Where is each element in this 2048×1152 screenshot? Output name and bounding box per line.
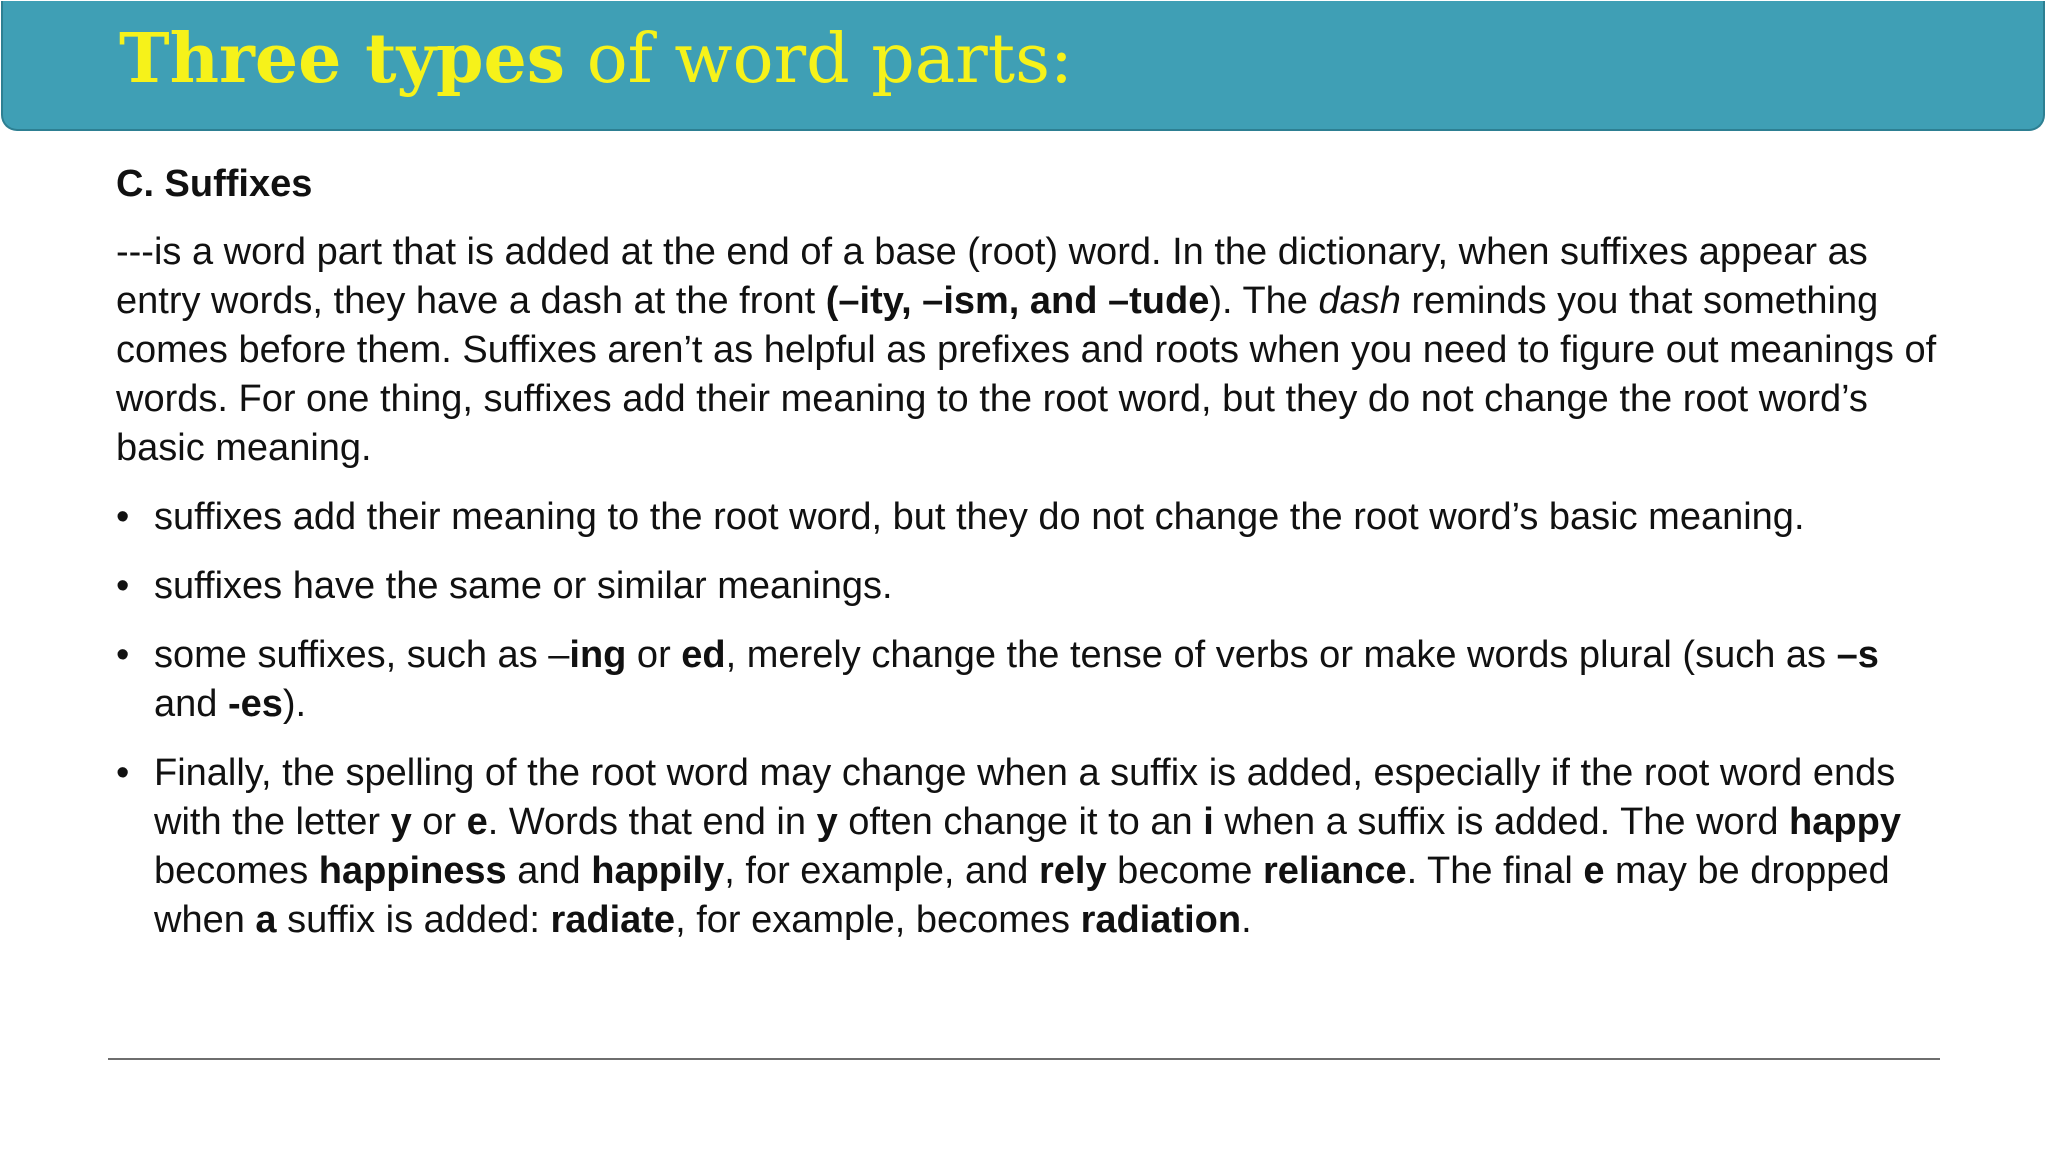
bullet-4-bold-1: y	[390, 801, 412, 843]
bullet-4-text-1: Finally, the spelling of the root word may change when a suffix is added, especially if the root word ends with the letter	[154, 752, 1896, 843]
bullet-4-bold-3: y	[816, 801, 838, 843]
bullet-item-2	[116, 562, 1946, 611]
bullet-3-bold-3: –s	[1836, 634, 1879, 676]
bullet-4-bold-2: e	[466, 801, 488, 843]
bullet-4-text-13: , for example, becomes	[675, 899, 1081, 941]
bullet-item-1	[116, 493, 1946, 542]
intro-text-1: ---is a word part that is added at the end of a base (root) word. In the dictionary, when suffixes appear as entry words, they have a dash at the front	[116, 231, 1868, 322]
bullet-4-text-12: suffix is added:	[276, 899, 551, 941]
bullet-dot-icon: •	[116, 752, 130, 794]
bullet-list	[116, 493, 1946, 945]
bullet-4-bold-11: a	[255, 899, 277, 941]
intro-paragraph	[116, 228, 1946, 473]
bullet-1-text: suffixes add their meaning to the root word, but they do not change the root word’s basic meaning.	[154, 496, 1805, 538]
bullet-4-bold-13: radiation	[1080, 899, 1242, 941]
bullet-4-text-10: . The final	[1406, 850, 1584, 892]
slide-content	[116, 160, 1946, 965]
bullet-4-bold-7: happily	[591, 850, 725, 892]
bullet-4-bold-8: rely	[1039, 850, 1107, 892]
bullet-4-bold-10: e	[1583, 850, 1605, 892]
title-rest: of word parts:	[565, 20, 1073, 99]
intro-bold-1: (–ity, –ism, and –tude	[825, 280, 1210, 322]
bullet-3-text-4: and	[154, 683, 228, 725]
bullet-4-text-3: . Words that end in	[487, 801, 817, 843]
intro-text-3: reminds you that something comes before them. Suffixes aren’t as helpful as prefixes and roots when you need to figure out meanings of words. For one thing, suffixes add their meaning to the root word, but they do not change the root word’s basic meaning.	[116, 280, 1937, 469]
bullet-4-text-5: when a suffix is added. The word	[1213, 801, 1790, 843]
bullet-3-bold-1: ing	[569, 634, 627, 676]
bullet-dot-icon: •	[116, 634, 130, 676]
bullet-4-bold-4: i	[1203, 801, 1214, 843]
bullet-3-text-5: ).	[282, 683, 307, 725]
bullet-4-text-7: and	[506, 850, 592, 892]
bullet-3-bold-2: ed	[681, 634, 726, 676]
bullet-4-text-2: or	[411, 801, 467, 843]
bullet-4-text-8: , for example, and	[724, 850, 1039, 892]
slide-title	[119, 11, 1073, 108]
bullet-4-text-11: may be dropped when	[154, 850, 1890, 941]
intro-text-2: ). The	[1209, 280, 1319, 322]
bullet-4-text-14: .	[1241, 899, 1252, 941]
bullet-3-text-2: or	[626, 634, 682, 676]
bullet-4-bold-9: reliance	[1262, 850, 1407, 892]
footer-divider	[108, 1058, 1940, 1060]
bullet-4-bold-6: happiness	[318, 850, 507, 892]
bullet-item-3	[116, 631, 1946, 729]
intro-italic-1: dash	[1318, 280, 1401, 322]
bullet-4-text-9: become	[1106, 850, 1263, 892]
bullet-4-text-4: often change it to an	[837, 801, 1204, 843]
bullet-4-bold-12: radiate	[550, 899, 676, 941]
bullet-3-bold-4: -es	[227, 683, 283, 725]
title-bold-part: Three types	[119, 19, 566, 99]
title-bar	[1, 1, 2045, 131]
bullet-dot-icon: •	[116, 565, 130, 607]
bullet-4-text-6: becomes	[154, 850, 319, 892]
bullet-item-4	[116, 749, 1946, 945]
section-heading: C. Suffixes	[116, 163, 313, 205]
bullet-3-text-3: , merely change the tense of verbs or make words plural (such as	[725, 634, 1837, 676]
bullet-3-text-1: some suffixes, such as –	[154, 634, 570, 676]
bullet-4-bold-5: happy	[1789, 801, 1901, 843]
bullet-dot-icon: •	[116, 496, 130, 538]
bullet-2-text: suffixes have the same or similar meanings.	[154, 565, 893, 607]
